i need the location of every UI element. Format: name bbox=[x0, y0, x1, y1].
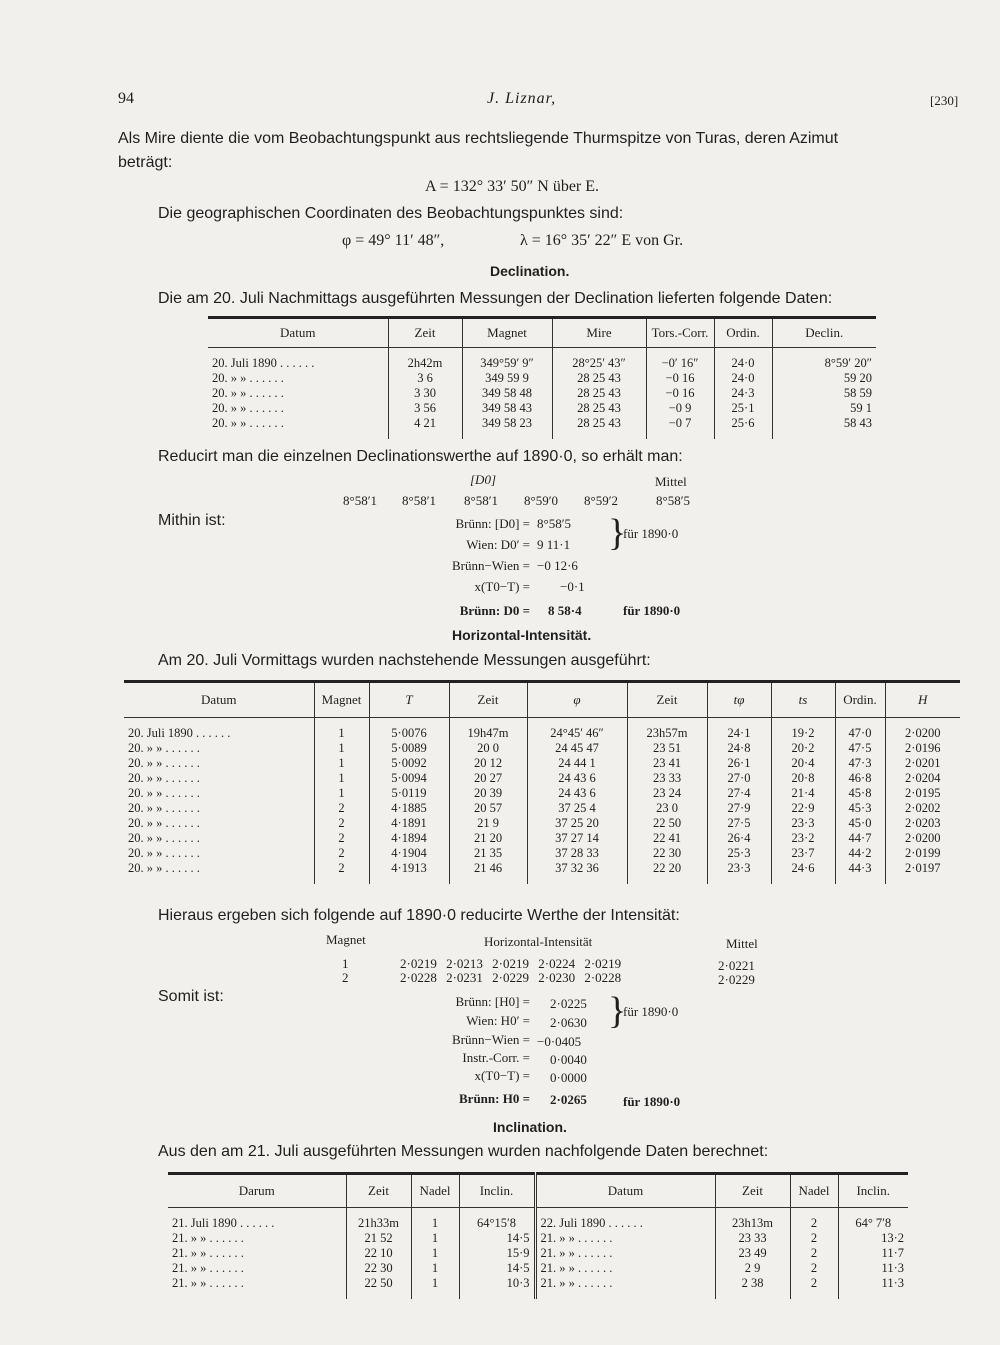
magnet-2-mittel: 2·0229 bbox=[718, 972, 755, 987]
hi-col-label: Horizontal-Intensität bbox=[484, 934, 593, 949]
decl-brace-text: für 1890·0 bbox=[623, 526, 679, 541]
table-row: 20. » » . . . . . . 2 4·1885 20 57 37 25 4 23 0 27·9 22·9 45·3 2·0202 bbox=[124, 801, 960, 816]
horizontal-heading: Horizontal-Intensität. bbox=[452, 627, 592, 643]
col-zeit-2: Zeit bbox=[627, 682, 707, 718]
col-ordin: Ordin. bbox=[835, 682, 885, 718]
hi-brace-text: für 1890·0 bbox=[623, 1004, 679, 1019]
col-darum: Darum bbox=[238, 1183, 275, 1198]
declination-table-header bbox=[208, 318, 876, 348]
col-t-phi: tφ bbox=[707, 682, 771, 718]
decl-line-bruenn-value: 8°58′5 bbox=[537, 516, 572, 531]
magnet-col-label: Magnet bbox=[326, 932, 366, 947]
col-magnet: Magnet bbox=[314, 682, 369, 718]
table-row: 21. » » . . . . . . 22 50 1 10·3 21. » » . . . . . . 2 38 2 11·3 bbox=[168, 1276, 908, 1291]
hi-line-instr-label: Instr.-Corr. = bbox=[462, 1050, 530, 1065]
longitude-formula: λ = 16° 35′ 22″ E von Gr. bbox=[520, 232, 684, 249]
decl-line-diff-label: Brünn−Wien = bbox=[451, 558, 530, 573]
table-row: 20. » » . . . . . . 3 6 349 59 9 28 25 43 −0 16 24·0 59 20 bbox=[208, 371, 876, 386]
running-head-author: J. Liznar, bbox=[487, 90, 557, 107]
hi-final-value: 2·0265 bbox=[550, 1092, 587, 1107]
hi-line-bruenn-value: 2·0225 bbox=[550, 996, 587, 1011]
bracket-page-number: [230] bbox=[930, 93, 959, 108]
table-row: 20. Juli 1890 . . . . . . 2h42m 349°59′ 9″ 28°25′ 43″ −0′ 16″ 24·0 8°59′ 20″ bbox=[208, 356, 876, 371]
table-row: 20. » » . . . . . . 3 30 349 58 48 28 25 43 −0 16 24·3 58 59 bbox=[208, 386, 876, 401]
col-zeit-2: Zeit bbox=[715, 1174, 790, 1208]
decl-line-wien-label: Wien: D0′ = bbox=[466, 537, 530, 552]
table-row: 21. » » . . . . . . 22 30 1 14·5 21. » » . . . . . . 2 9 2 11·3 bbox=[168, 1261, 908, 1276]
declination-intro: Die am 20. Juli Nachmittags ausgeführten Messungen der Declination lieferten folgende Daten: bbox=[158, 290, 833, 307]
magnet-1: 1 bbox=[342, 956, 349, 971]
decl-line-wien-value: 9 11·1 bbox=[537, 537, 571, 552]
col-zeit: Zeit bbox=[346, 1174, 411, 1208]
col-datum: Datum bbox=[280, 325, 316, 340]
mithin-label: Mithin ist: bbox=[158, 512, 226, 529]
table-row: 20. » » . . . . . . 1 5·0094 20 27 24 43 6 23 33 27·0 20·8 46·8 2·0204 bbox=[124, 771, 960, 786]
table-row: 20. Juli 1890 . . . . . . 1 5·0076 19h47m 24°45′ 46″ 23h57m 24·1 19·2 47·0 2·0200 bbox=[124, 726, 960, 741]
hi-line-bruenn-label: Brünn: [H0] = bbox=[455, 994, 530, 1009]
decl-line-corr-value: −0·1 bbox=[560, 579, 585, 594]
azimut-formula: A = 132° 33′ 50″ N über E. bbox=[425, 178, 600, 195]
table-row: 21. » » . . . . . . 21 52 1 14·5 21. » » . . . . . . 23 33 2 13·2 bbox=[168, 1231, 908, 1246]
inclination-intro: Aus den am 21. Juli ausgeführten Messungen wurden nachfolgende Daten berechnet: bbox=[158, 1143, 769, 1160]
decl-final-value: 8 58·4 bbox=[548, 603, 582, 618]
decl-value-1: 8°58′1 bbox=[343, 493, 378, 508]
horizontal-table bbox=[124, 680, 960, 884]
col-t: T bbox=[369, 682, 449, 718]
col-datum: Datum bbox=[201, 692, 237, 707]
col-nadel-2: Nadel bbox=[790, 1174, 838, 1208]
magnet-1-mittel: 2·0221 bbox=[718, 958, 755, 973]
table-row: 20. » » . . . . . . 1 5·0092 20 12 24 44 1 23 41 26·1 20·4 47·3 2·0201 bbox=[124, 756, 960, 771]
col-inclin: Inclin. bbox=[459, 1174, 535, 1208]
col-t-s: ts bbox=[771, 682, 835, 718]
table-row: 20. » » . . . . . . 2 4·1894 21 20 37 27 14 22 41 26·4 23·2 44·7 2·0200 bbox=[124, 831, 960, 846]
coords-text: Die geographischen Coordinaten des Beobachtungspunktes sind: bbox=[158, 205, 624, 222]
col-nadel: Nadel bbox=[411, 1174, 459, 1208]
decl-line-corr-label: x(T0−T) = bbox=[474, 579, 530, 594]
table-row: 21. Juli 1890 . . . . . . 21h33m 1 64°15′8 22. Juli 1890 . . . . . . 23h13m 2 64° 7′8 bbox=[168, 1216, 908, 1231]
intro-line-2: beträgt: bbox=[118, 154, 173, 171]
col-declin: Declin. bbox=[772, 318, 876, 348]
table-row: 20. » » . . . . . . 1 5·0119 20 39 24 43 6 23 24 27·4 21·4 45·8 2·0195 bbox=[124, 786, 960, 801]
col-mire: Mire bbox=[552, 318, 646, 348]
col-zeit: Zeit bbox=[449, 682, 527, 718]
page-number: 94 bbox=[118, 90, 134, 107]
table-row: 21. » » . . . . . . 22 10 1 15·9 21. » » . . . . . . 23 49 2 11·7 bbox=[168, 1246, 908, 1261]
magnet-2-values: 2·0228 2·0231 2·0229 2·0230 2·0228 bbox=[400, 970, 622, 985]
table-row: 20. » » . . . . . . 2 4·1913 21 46 37 32 36 22 20 23·3 24·6 44·3 2·0197 bbox=[124, 861, 960, 876]
decl-value-4: 8°59′0 bbox=[524, 493, 559, 508]
col-zeit: Zeit bbox=[388, 318, 462, 348]
decl-mittel-value: 8°58′5 bbox=[656, 493, 691, 508]
inclination-heading: Inclination. bbox=[493, 1119, 567, 1135]
col-inclin-2: Inclin. bbox=[838, 1174, 908, 1208]
col-tors-corr: Tors.-Corr. bbox=[646, 318, 714, 348]
table-row: 20. » » . . . . . . 1 5·0089 20 0 24 45 47 23 51 24·8 20·2 47·5 2·0196 bbox=[124, 741, 960, 756]
hi-line-corr-label: x(T0−T) = bbox=[474, 1068, 530, 1083]
decl-line-bruenn-label: Brünn: [D0] = bbox=[455, 516, 530, 531]
decl-value-3: 8°58′1 bbox=[464, 493, 499, 508]
declination-reduce-text: Reducirt man die einzelnen Declinationswerthe auf 1890·0, so erhält man: bbox=[158, 448, 683, 465]
somit-label: Somit ist: bbox=[158, 988, 224, 1005]
declination-table bbox=[208, 316, 876, 439]
mittel-label: Mittel bbox=[655, 474, 687, 489]
table-row: 20. » » . . . . . . 2 4·1904 21 35 37 28 33 22 30 25·3 23·7 44·2 2·0199 bbox=[124, 846, 960, 861]
mittel-col-label: Mittel bbox=[726, 936, 758, 951]
decl-line-diff-value: −0 12·6 bbox=[537, 558, 578, 573]
table-row: 20. » » . . . . . . 3 56 349 58 43 28 25 43 −0 9 25·1 59 1 bbox=[208, 401, 876, 416]
d0-label: [D0] bbox=[470, 472, 497, 487]
col-phi: φ bbox=[527, 682, 627, 718]
decl-final-label: Brünn: D0 = bbox=[459, 603, 530, 618]
hi-line-instr-value: 0·0040 bbox=[550, 1052, 587, 1067]
declination-heading: Declination. bbox=[490, 263, 570, 279]
inclination-table-header bbox=[168, 1174, 908, 1208]
hi-final-fuer: für 1890·0 bbox=[623, 1094, 681, 1109]
horizontal-reduce-text: Hieraus ergeben sich folgende auf 1890·0 reducirte Werthe der Intensität: bbox=[158, 907, 680, 924]
hi-line-wien-value: 2·0630 bbox=[550, 1015, 587, 1030]
hi-brace: } bbox=[608, 990, 627, 1032]
horizontal-intro: Am 20. Juli Vormittags wurden nachstehende Messungen ausgeführt: bbox=[158, 652, 651, 669]
table-row: 20. » » . . . . . . 4 21 349 58 23 28 25 43 −0 7 25·6 58 43 bbox=[208, 416, 876, 431]
col-magnet: Magnet bbox=[462, 318, 552, 348]
col-datum-2: Datum bbox=[535, 1174, 715, 1208]
intro-line-1: Als Mire diente die vom Beobachtungspunkt aus rechtsliegende Thurmspitze von Turas, deren Azimut bbox=[118, 130, 839, 147]
horizontal-table-header bbox=[124, 682, 960, 718]
hi-line-diff-value: −0·0405 bbox=[537, 1034, 582, 1049]
magnet-2: 2 bbox=[342, 970, 349, 985]
decl-final-fuer: für 1890·0 bbox=[623, 603, 681, 618]
latitude-formula: φ = 49° 11′ 48″, bbox=[342, 232, 445, 249]
hi-line-corr-value: 0·0000 bbox=[550, 1070, 587, 1085]
hi-final-label: Brünn: H0 = bbox=[459, 1091, 530, 1106]
hi-line-wien-label: Wien: H0′ = bbox=[466, 1013, 530, 1028]
decl-value-2: 8°58′1 bbox=[402, 493, 437, 508]
col-h: H bbox=[885, 682, 960, 718]
decl-value-5: 8°59′2 bbox=[584, 493, 619, 508]
table-row: 20. » » . . . . . . 2 4·1891 21 9 37 25 20 22 50 27·5 23·3 45·0 2·0203 bbox=[124, 816, 960, 831]
magnet-1-values: 2·0219 2·0213 2·0219 2·0224 2·0219 bbox=[400, 956, 622, 971]
decl-brace: } bbox=[608, 512, 627, 554]
hi-line-diff-label: Brünn−Wien = bbox=[451, 1032, 530, 1047]
col-ordin: Ordin. bbox=[714, 318, 772, 348]
inclination-table bbox=[168, 1172, 908, 1299]
